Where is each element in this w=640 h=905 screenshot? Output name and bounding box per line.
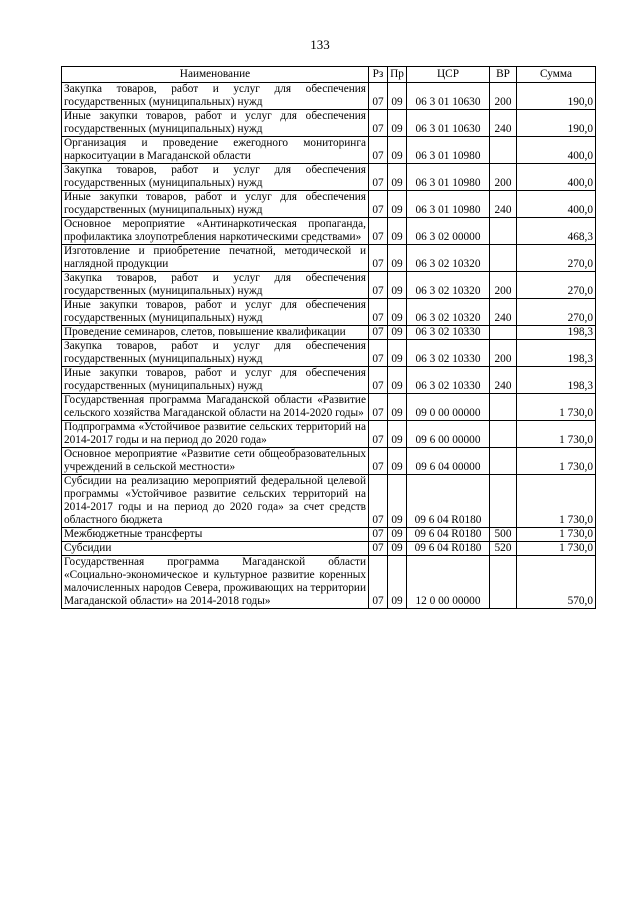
row-name: Закупка товаров, работ и услуг для обеспечения государственных (муниципальных) нужд	[62, 164, 369, 191]
row-csr: 09 6 04 R0180	[407, 542, 490, 556]
row-sum: 198,3	[517, 326, 596, 340]
row-pr: 09	[388, 340, 407, 367]
row-vr: 240	[490, 367, 517, 394]
row-vr: 240	[490, 110, 517, 137]
row-csr: 06 3 02 10320	[407, 272, 490, 299]
row-name: Государственная программа Магаданской области «Социально-экономическое и культурное развитие коренных малочисленных народов Севера, проживающих на территории Магаданской области» на 2014-2018 годы»	[62, 556, 369, 609]
row-sum: 1 730,0	[517, 394, 596, 421]
row-vr	[490, 326, 517, 340]
row-pr: 09	[388, 218, 407, 245]
row-name: Основное мероприятие «Антинаркотическая пропаганда, профилактика злоупотребления наркотическими средствами»	[62, 218, 369, 245]
row-sum: 198,3	[517, 340, 596, 367]
row-rz: 07	[369, 326, 388, 340]
row-pr: 09	[388, 137, 407, 164]
table-row	[62, 421, 596, 448]
row-vr: 240	[490, 299, 517, 326]
row-rz: 07	[369, 164, 388, 191]
table-row	[62, 394, 596, 421]
row-pr: 09	[388, 448, 407, 475]
header-csr: ЦСР	[407, 67, 490, 83]
row-vr	[490, 245, 517, 272]
row-sum: 190,0	[517, 83, 596, 110]
row-name: Проведение семинаров, слетов, повышение квалификации	[62, 326, 369, 340]
row-pr: 09	[388, 394, 407, 421]
row-name: Межбюджетные трансферты	[62, 528, 369, 542]
row-name: Изготовление и приобретение печатной, методической и наглядной продукции	[62, 245, 369, 272]
table-row	[62, 83, 596, 110]
row-rz: 07	[369, 245, 388, 272]
row-sum: 468,3	[517, 218, 596, 245]
table-row	[62, 218, 596, 245]
row-pr: 09	[388, 191, 407, 218]
row-csr: 06 3 02 10320	[407, 245, 490, 272]
table-row	[62, 367, 596, 394]
row-sum: 198,3	[517, 367, 596, 394]
row-rz: 07	[369, 137, 388, 164]
row-pr: 09	[388, 83, 407, 110]
row-sum: 1 730,0	[517, 528, 596, 542]
row-sum: 270,0	[517, 245, 596, 272]
row-rz: 07	[369, 556, 388, 609]
row-sum: 270,0	[517, 272, 596, 299]
page-number: 133	[310, 37, 330, 52]
row-csr: 06 3 02 10320	[407, 299, 490, 326]
row-pr: 09	[388, 326, 407, 340]
row-vr: 500	[490, 528, 517, 542]
row-vr	[490, 556, 517, 609]
table-row	[62, 448, 596, 475]
row-rz: 07	[369, 448, 388, 475]
row-name: Иные закупки товаров, работ и услуг для обеспечения государственных (муниципальных) нужд	[62, 191, 369, 218]
row-rz: 07	[369, 340, 388, 367]
row-csr: 06 3 02 10330	[407, 326, 490, 340]
row-csr: 06 3 02 10330	[407, 367, 490, 394]
row-csr: 09 6 00 00000	[407, 421, 490, 448]
row-rz: 07	[369, 272, 388, 299]
row-vr: 200	[490, 164, 517, 191]
table-row	[62, 137, 596, 164]
row-name: Иные закупки товаров, работ и услуг для обеспечения государственных (муниципальных) нужд	[62, 367, 369, 394]
row-vr	[490, 421, 517, 448]
table-row	[62, 272, 596, 299]
table-row	[62, 164, 596, 191]
row-vr: 240	[490, 191, 517, 218]
row-name: Иные закупки товаров, работ и услуг для обеспечения государственных (муниципальных) нужд	[62, 110, 369, 137]
header-sum: Сумма	[517, 67, 596, 83]
row-rz: 07	[369, 367, 388, 394]
row-sum: 400,0	[517, 137, 596, 164]
row-rz: 07	[369, 475, 388, 528]
row-csr: 06 3 02 10330	[407, 340, 490, 367]
row-name: Субсидии на реализацию мероприятий федеральной целевой программы «Устойчивое развитие сельских территорий на 2014-2017 годы и на период до 2020 года» за счет средств областного бюджета	[62, 475, 369, 528]
row-pr: 09	[388, 556, 407, 609]
row-csr: 06 3 02 00000	[407, 218, 490, 245]
row-pr: 09	[388, 421, 407, 448]
row-pr: 09	[388, 164, 407, 191]
table-row	[62, 475, 596, 528]
row-vr	[490, 394, 517, 421]
row-rz: 07	[369, 394, 388, 421]
row-name: Государственная программа Магаданской области «Развитие сельского хозяйства Магаданской области на 2014-2020 годы»	[62, 394, 369, 421]
row-name: Закупка товаров, работ и услуг для обеспечения государственных (муниципальных) нужд	[62, 340, 369, 367]
row-csr: 06 3 01 10980	[407, 137, 490, 164]
row-pr: 09	[388, 542, 407, 556]
row-csr: 09 6 04 00000	[407, 448, 490, 475]
row-rz: 07	[369, 299, 388, 326]
row-sum: 270,0	[517, 299, 596, 326]
table-row	[62, 528, 596, 542]
row-rz: 07	[369, 421, 388, 448]
row-pr: 09	[388, 272, 407, 299]
row-csr: 06 3 01 10980	[407, 191, 490, 218]
table-header-row	[62, 67, 596, 83]
budget-table	[61, 66, 596, 609]
table-row	[62, 340, 596, 367]
row-sum: 400,0	[517, 164, 596, 191]
table-row	[62, 299, 596, 326]
row-rz: 07	[369, 83, 388, 110]
row-sum: 1 730,0	[517, 421, 596, 448]
header-vr: ВР	[490, 67, 517, 83]
row-rz: 07	[369, 110, 388, 137]
header-rz: Рз	[369, 67, 388, 83]
row-csr: 09 6 04 R0180	[407, 528, 490, 542]
row-vr: 200	[490, 272, 517, 299]
header-pr: Пр	[388, 67, 407, 83]
row-sum: 570,0	[517, 556, 596, 609]
row-name: Закупка товаров, работ и услуг для обеспечения государственных (муниципальных) нужд	[62, 272, 369, 299]
row-csr: 06 3 01 10630	[407, 110, 490, 137]
table-row	[62, 556, 596, 609]
table-row	[62, 542, 596, 556]
row-vr	[490, 448, 517, 475]
row-vr	[490, 475, 517, 528]
table-row	[62, 245, 596, 272]
row-pr: 09	[388, 110, 407, 137]
row-pr: 09	[388, 367, 407, 394]
row-rz: 07	[369, 191, 388, 218]
row-name: Субсидии	[62, 542, 369, 556]
row-csr: 09 6 04 R0180	[407, 475, 490, 528]
row-name: Организация и проведение ежегодного мониторинга наркоситуации в Магаданской области	[62, 137, 369, 164]
row-vr	[490, 137, 517, 164]
row-csr: 06 3 01 10980	[407, 164, 490, 191]
row-rz: 07	[369, 218, 388, 245]
row-name: Подпрограмма «Устойчивое развитие сельских территорий на 2014-2017 годы и на период до 2020 года»	[62, 421, 369, 448]
row-sum: 1 730,0	[517, 542, 596, 556]
table-body	[62, 83, 596, 609]
row-vr: 200	[490, 83, 517, 110]
row-csr: 09 0 00 00000	[407, 394, 490, 421]
row-name: Закупка товаров, работ и услуг для обеспечения государственных (муниципальных) нужд	[62, 83, 369, 110]
table-row	[62, 191, 596, 218]
table-row	[62, 326, 596, 340]
row-pr: 09	[388, 245, 407, 272]
table-row	[62, 110, 596, 137]
row-vr: 200	[490, 340, 517, 367]
row-rz: 07	[369, 542, 388, 556]
row-vr	[490, 218, 517, 245]
row-sum: 400,0	[517, 191, 596, 218]
row-name: Иные закупки товаров, работ и услуг для обеспечения государственных (муниципальных) нужд	[62, 299, 369, 326]
row-sum: 190,0	[517, 110, 596, 137]
row-vr: 520	[490, 542, 517, 556]
row-csr: 12 0 00 00000	[407, 556, 490, 609]
row-sum: 1 730,0	[517, 475, 596, 528]
header-name: Наименование	[62, 67, 369, 83]
row-pr: 09	[388, 299, 407, 326]
row-rz: 07	[369, 528, 388, 542]
row-sum: 1 730,0	[517, 448, 596, 475]
row-csr: 06 3 01 10630	[407, 83, 490, 110]
row-name: Основное мероприятие «Развитие сети общеобразовательных учреждений в сельской местности»	[62, 448, 369, 475]
row-pr: 09	[388, 528, 407, 542]
row-pr: 09	[388, 475, 407, 528]
